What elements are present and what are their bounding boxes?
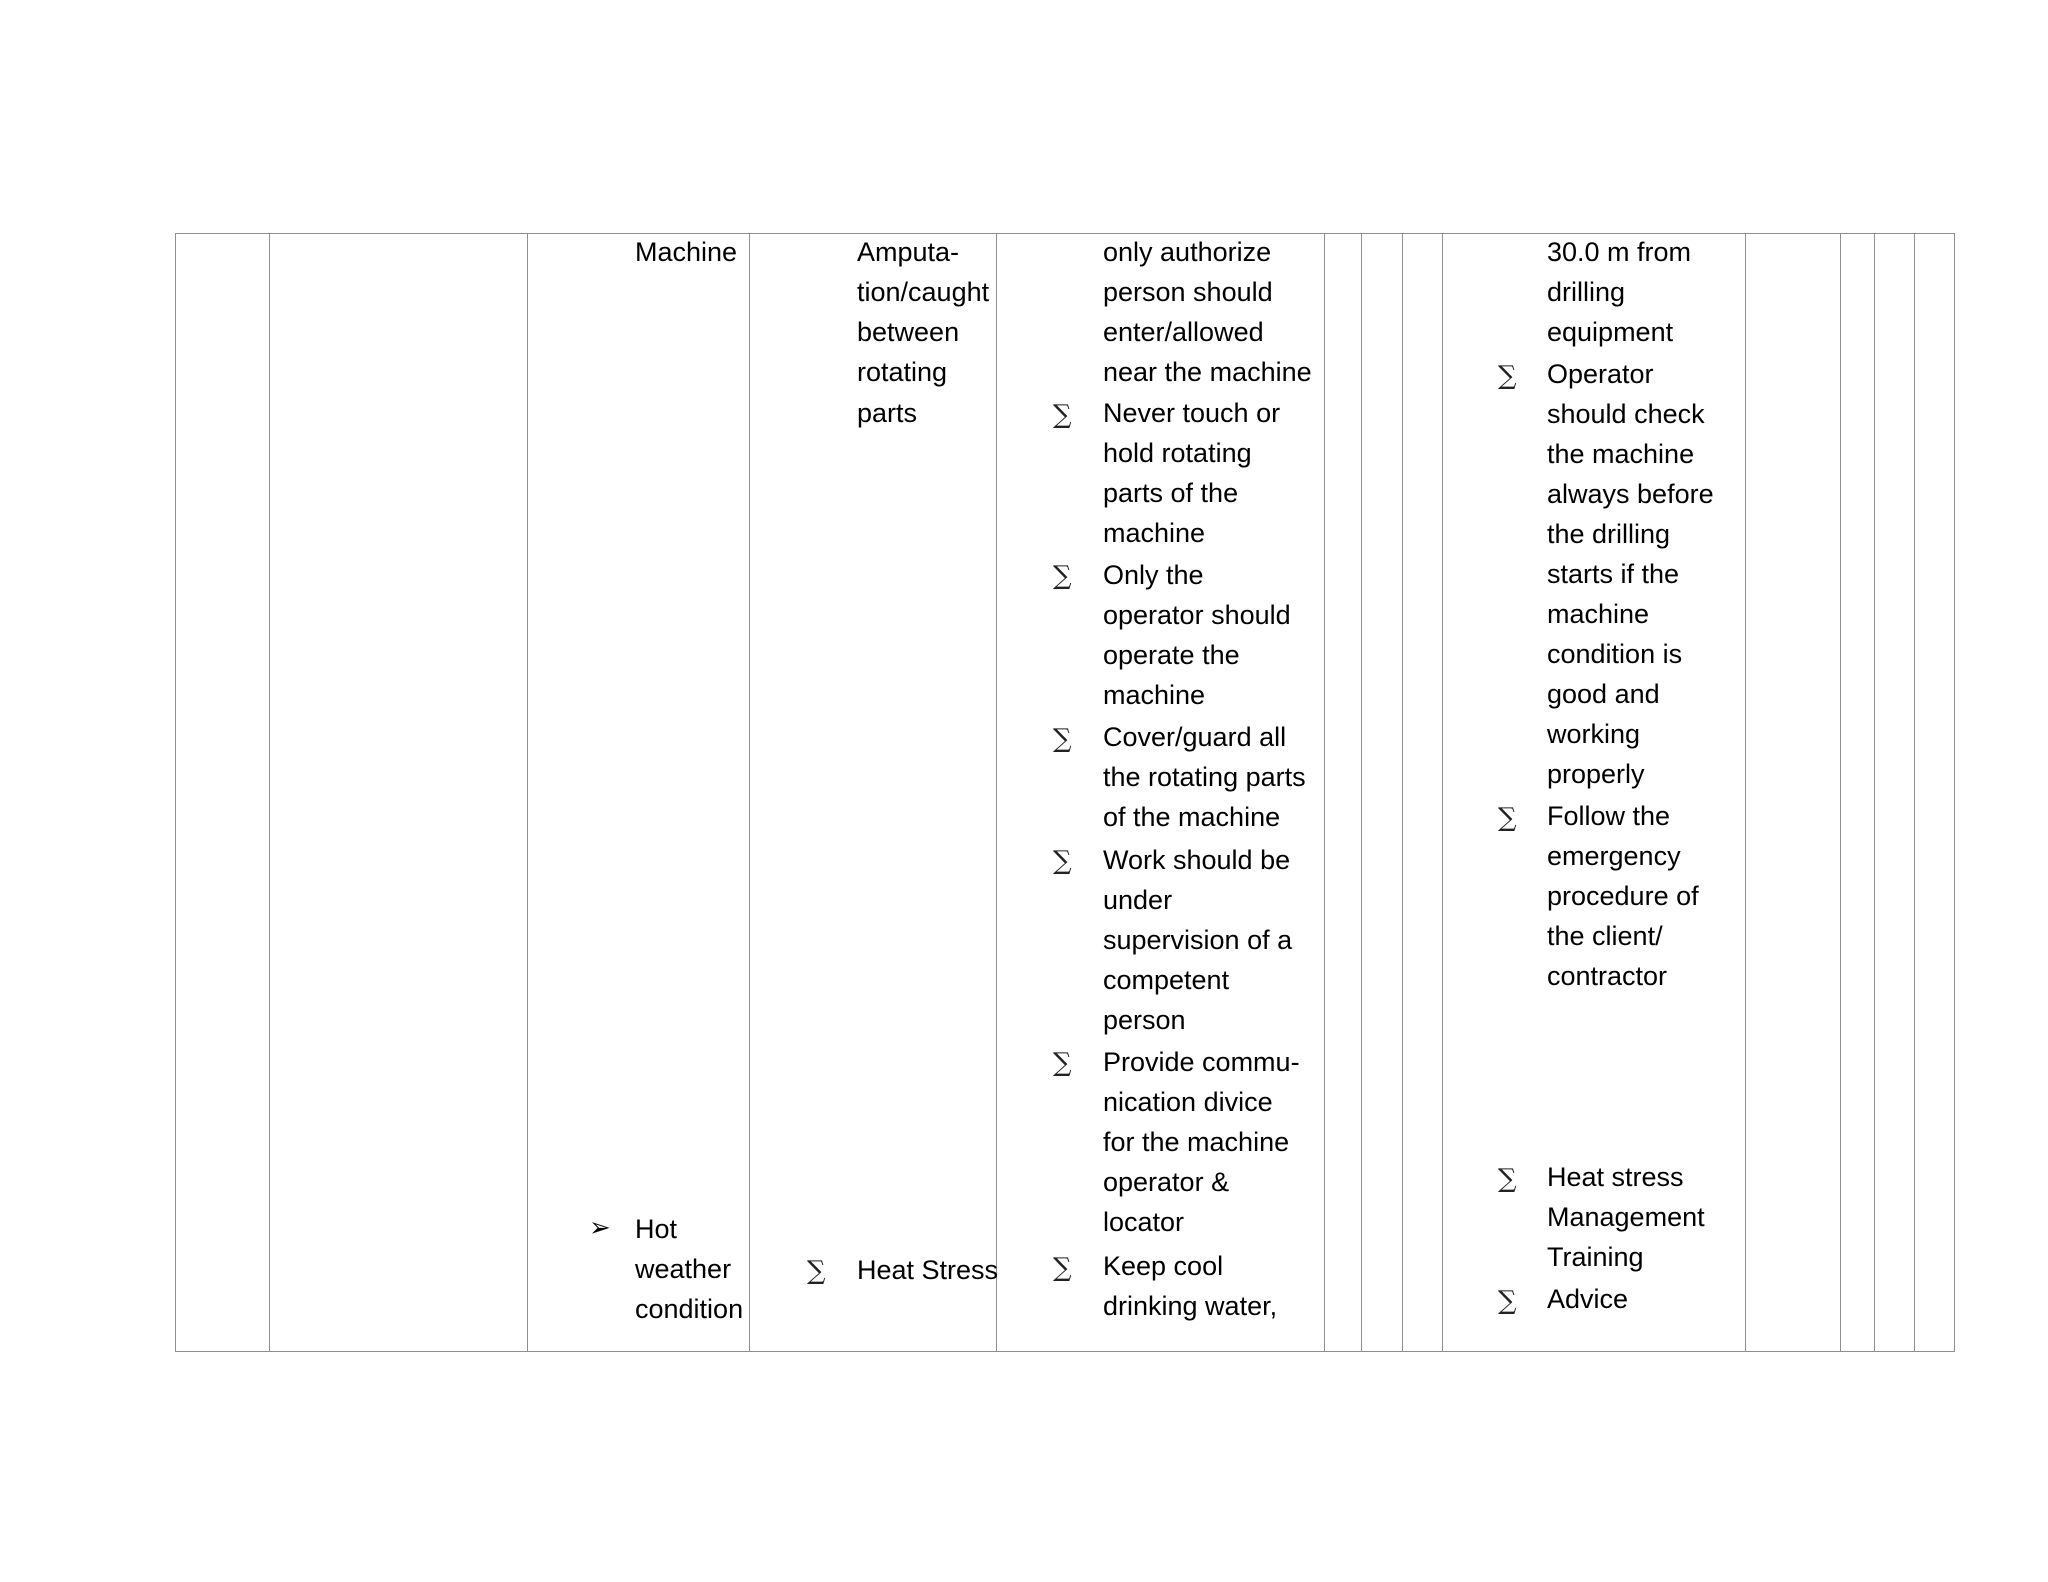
sigma-bullet-icon: ∑: [1498, 1164, 1517, 1194]
control-measure-text: locator: [1103, 1207, 1185, 1237]
sigma-bullet-icon: ∑: [807, 1256, 826, 1286]
additional-control-text: contractor: [1547, 961, 1668, 991]
control-measure-text: for the machine: [1103, 1127, 1290, 1157]
column-divider: [1874, 234, 1875, 1351]
control-measure-text: operator &: [1103, 1167, 1230, 1197]
additional-control-text: good and: [1547, 679, 1660, 709]
control-measure-text: Work should be: [1103, 845, 1291, 875]
hazard-text: rotating: [857, 357, 948, 387]
control-measure-text: only authorize: [1103, 237, 1272, 267]
control-measure-text: parts of the: [1103, 478, 1239, 508]
column-divider: [1442, 234, 1443, 1351]
additional-control-text: working: [1547, 719, 1641, 749]
column-divider: [527, 234, 528, 1351]
additional-control-text: 30.0 m from: [1547, 237, 1692, 267]
column-divider: [1840, 234, 1841, 1351]
additional-control-text: should check: [1547, 399, 1705, 429]
control-measure-text: Keep cool: [1103, 1251, 1224, 1281]
hazard-source-text: weather: [635, 1254, 732, 1284]
control-measure-text: supervision of a: [1103, 925, 1293, 955]
column-divider: [1402, 234, 1403, 1351]
sigma-bullet-icon: ∑: [1053, 400, 1072, 430]
additional-control-text: Heat stress: [1547, 1162, 1684, 1192]
column-divider: [1361, 234, 1362, 1351]
sigma-bullet-icon: ∑: [1498, 361, 1517, 391]
additional-control-text: emergency: [1547, 841, 1681, 871]
column-divider: [749, 234, 750, 1351]
control-measure-text: of the machine: [1103, 802, 1281, 832]
hazard-text: Amputa-: [857, 237, 960, 267]
control-measure-text: operator should: [1103, 600, 1291, 630]
additional-control-text: Advice: [1547, 1284, 1629, 1314]
sigma-bullet-icon: ∑: [1053, 1048, 1072, 1078]
control-measure-text: Never touch or: [1103, 398, 1281, 428]
additional-control-text: condition is: [1547, 639, 1683, 669]
control-measure-text: near the machine: [1103, 357, 1312, 387]
additional-control-text: Management: [1547, 1202, 1705, 1232]
hazard-source-text: Machine: [635, 237, 738, 267]
additional-control-text: drilling: [1547, 277, 1626, 307]
control-measure-text: the rotating parts: [1103, 762, 1306, 792]
additional-control-text: procedure of: [1547, 881, 1699, 911]
column-divider: [269, 234, 270, 1351]
hazard-text: parts: [857, 398, 918, 428]
control-measure-text: nication divice: [1103, 1087, 1273, 1117]
additional-control-text: equipment: [1547, 317, 1674, 347]
control-measure-text: machine: [1103, 680, 1206, 710]
sigma-bullet-icon: ∑: [1053, 724, 1072, 754]
control-measure-text: drinking water,: [1103, 1291, 1278, 1321]
control-measure-text: Provide commu-: [1103, 1047, 1300, 1077]
sigma-bullet-icon: ∑: [1053, 561, 1072, 591]
control-measure-text: competent: [1103, 965, 1230, 995]
control-measure-text: person: [1103, 1005, 1186, 1035]
column-divider: [1914, 234, 1915, 1351]
control-measure-text: person should: [1103, 277, 1273, 307]
sigma-bullet-icon: ∑: [1053, 1253, 1072, 1283]
hazard-text: between: [857, 317, 960, 347]
sigma-bullet-icon: ∑: [1498, 1286, 1517, 1316]
column-divider: [996, 234, 997, 1351]
additional-control-text: properly: [1547, 759, 1645, 789]
additional-control-text: Follow the: [1547, 801, 1671, 831]
control-measure-text: Only the: [1103, 560, 1204, 590]
additional-control-text: the client/: [1547, 921, 1663, 951]
hazard-source-text: condition: [635, 1294, 744, 1324]
control-measure-text: Cover/guard all: [1103, 722, 1287, 752]
sigma-bullet-icon: ∑: [1498, 803, 1517, 833]
additional-control-text: Operator: [1547, 359, 1654, 389]
additional-control-text: machine: [1547, 599, 1650, 629]
additional-control-text: the machine: [1547, 439, 1695, 469]
arrow-bullet-icon: ➢: [589, 1213, 611, 1243]
control-measure-text: hold rotating: [1103, 438, 1252, 468]
hazard-text: tion/caught: [857, 277, 990, 307]
additional-control-text: the drilling: [1547, 519, 1671, 549]
hazard-source-text: Hot: [635, 1214, 678, 1244]
column-divider: [1324, 234, 1325, 1351]
additional-control-text: Training: [1547, 1242, 1644, 1272]
additional-control-text: always before: [1547, 479, 1714, 509]
hazard-text: Heat Stress: [857, 1255, 999, 1285]
control-measure-text: machine: [1103, 518, 1206, 548]
additional-control-text: starts if the: [1547, 559, 1680, 589]
control-measure-text: operate the: [1103, 640, 1240, 670]
column-divider: [1745, 234, 1746, 1351]
control-measure-text: enter/allowed: [1103, 317, 1264, 347]
sigma-bullet-icon: ∑: [1053, 846, 1072, 876]
control-measure-text: under: [1103, 885, 1173, 915]
